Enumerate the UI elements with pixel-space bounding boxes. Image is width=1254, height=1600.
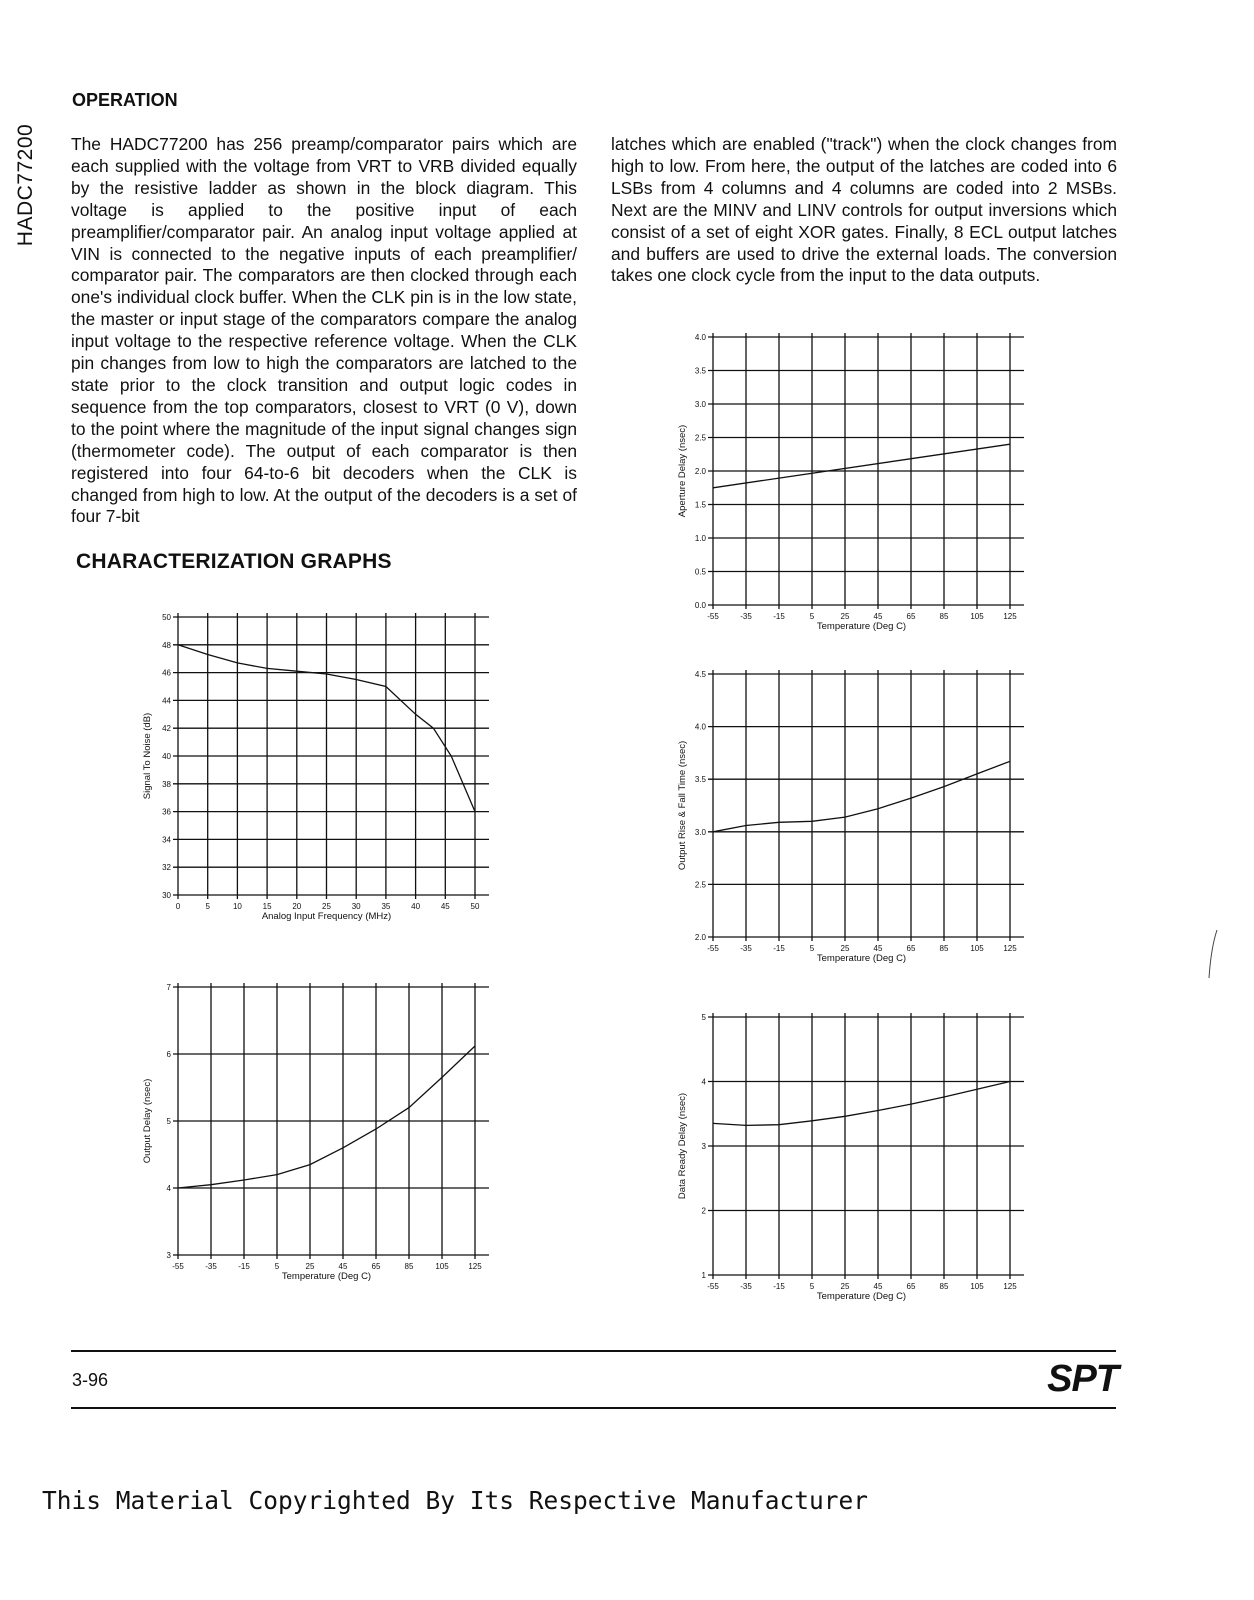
y-tick-label: 3.5 bbox=[694, 366, 706, 376]
y-tick-label: 3.0 bbox=[694, 827, 706, 837]
y-tick-label: 2.0 bbox=[694, 933, 706, 942]
y-tick-label: 4 bbox=[701, 1077, 706, 1087]
x-tick-label: 5 bbox=[809, 612, 815, 621]
x-tick-label: 45 bbox=[873, 612, 883, 621]
x-tick-label: 105 bbox=[970, 944, 984, 953]
x-tick-label: 15 bbox=[262, 902, 272, 911]
x-tick-label: -55 bbox=[707, 1282, 719, 1291]
x-tick-label: 45 bbox=[338, 1262, 348, 1271]
body-text-left: The HADC77200 has 256 preamp/comparator pairs which are each supplied with the voltage from VRT to VRB divided equally by the resistive ladder as shown in the block diagram. This voltage is applied to the positive input of each preamplifier/comparator pair. An analog input voltage applied at VIN is connected to the negative inputs of each preamplifier/ comparator pair. The comparators are then clocked through each one's individual clock buffer. When the CLK pin is in the low state, the master or input stage of the comparators compare the analog input voltage to the respective reference voltage. When the CLK pin changes from low to high the comparators are latched to the state prior to the clock transition and output logic codes in sequence from the top comparators, closest to VRT (0 V), down to the point where the magnitude of the input signal changes sign (thermometer code). The output of each comparator is then registered into four 64-to-6 bit decoders when the CLK is changed from high to low. At the output of the decoders is a set of four 7-bit bbox=[71, 134, 577, 527]
data-curve bbox=[713, 444, 1010, 488]
x-tick-label: 25 bbox=[305, 1262, 315, 1271]
x-tick-label: -15 bbox=[773, 1282, 785, 1291]
y-tick-label: 1.5 bbox=[694, 500, 706, 510]
y-tick-label: 0.5 bbox=[694, 567, 706, 577]
x-axis-label: Temperature (Deg C) bbox=[816, 953, 907, 964]
x-tick-label: 25 bbox=[840, 612, 850, 621]
x-axis-label: Temperature (Deg C) bbox=[816, 621, 907, 632]
x-tick-label: 5 bbox=[809, 944, 815, 953]
y-tick-label: 34 bbox=[162, 835, 171, 845]
y-tick-label: 4.0 bbox=[694, 722, 706, 732]
output-delay-chart bbox=[130, 975, 500, 1295]
x-tick-label: -35 bbox=[740, 1282, 752, 1291]
x-tick-label: -35 bbox=[740, 944, 752, 953]
y-tick-label: 2.0 bbox=[694, 467, 706, 476]
x-axis-label: Temperature (Deg C) bbox=[816, 1291, 907, 1302]
y-tick-label: 7 bbox=[166, 983, 171, 992]
y-tick-label: 40 bbox=[162, 752, 171, 761]
x-tick-label: 30 bbox=[351, 902, 361, 911]
x-tick-label: 85 bbox=[404, 1262, 414, 1271]
spt-logo: SPT bbox=[1047, 1358, 1118, 1400]
x-tick-label: 105 bbox=[970, 612, 984, 621]
y-tick-label: 5 bbox=[701, 1013, 706, 1022]
x-tick-label: 5 bbox=[205, 902, 210, 911]
y-tick-label: 4.0 bbox=[694, 333, 706, 342]
y-tick-label: 5 bbox=[166, 1117, 171, 1126]
data-curve bbox=[713, 1082, 1010, 1126]
y-tick-label: 0.0 bbox=[694, 601, 706, 610]
x-tick-label: -15 bbox=[773, 612, 785, 621]
y-tick-label: 3 bbox=[166, 1251, 171, 1260]
x-tick-label: 65 bbox=[906, 612, 916, 621]
data-curve bbox=[178, 1046, 475, 1188]
y-tick-label: 2.5 bbox=[694, 433, 706, 443]
side-tab-label: HADC77200 bbox=[14, 123, 37, 247]
y-tick-label: 50 bbox=[162, 613, 171, 622]
x-tick-label: -15 bbox=[773, 944, 785, 953]
x-tick-label: 45 bbox=[440, 902, 450, 911]
side-tab bbox=[8, 120, 44, 250]
x-tick-label: 125 bbox=[1003, 944, 1017, 953]
y-axis-label: Output Delay (nsec) bbox=[142, 1078, 153, 1164]
y-tick-label: 42 bbox=[162, 724, 171, 734]
x-tick-label: -55 bbox=[172, 1262, 184, 1271]
x-tick-label: 45 bbox=[873, 1282, 883, 1291]
data-ready-delay-chart bbox=[665, 1005, 1035, 1315]
y-tick-label: 6 bbox=[166, 1050, 171, 1059]
x-tick-label: 105 bbox=[435, 1262, 449, 1271]
copyright-note: This Material Copyrighted By Its Respective Manufacturer bbox=[42, 1486, 869, 1515]
y-tick-label: 1.0 bbox=[694, 534, 706, 543]
y-tick-label: 4 bbox=[166, 1184, 171, 1193]
y-tick-label: 46 bbox=[162, 668, 171, 678]
y-tick-label: 3.0 bbox=[694, 400, 706, 409]
x-tick-label: 5 bbox=[809, 1282, 815, 1291]
x-tick-label: 125 bbox=[468, 1262, 482, 1271]
x-tick-label: 40 bbox=[411, 902, 421, 911]
section-heading: OPERATION bbox=[72, 90, 178, 110]
x-tick-label: 20 bbox=[292, 902, 302, 911]
y-axis-label: Output Rise & Fall Time (nsec) bbox=[677, 740, 688, 871]
body-text-right: latches which are enabled ("track") when the clock changes from high to low. From here, the output of the latches are coded into 6 LSBs from 4 columns and 4 columns are coded into 2 MSBs. Next are the MINV and LINV controls for output inversions which consist of a set of eight XOR gates. Finally, 8 ECL output latches and buffers are used to drive the external loads. The conversion takes one clock cycle from the input to the data outputs. bbox=[611, 134, 1117, 286]
y-tick-label: 3.5 bbox=[694, 775, 706, 785]
x-tick-label: 85 bbox=[939, 944, 949, 953]
footer-top-rule bbox=[71, 1350, 1116, 1352]
y-axis-label: Signal To Noise (dB) bbox=[142, 712, 153, 800]
x-tick-label: 45 bbox=[873, 944, 883, 953]
snr-vs-frequency-chart bbox=[130, 605, 500, 935]
y-axis-label: Aperture Delay (nsec) bbox=[677, 424, 688, 518]
y-tick-label: 2.5 bbox=[694, 880, 706, 890]
x-tick-label: 25 bbox=[840, 944, 850, 953]
x-tick-label: -15 bbox=[238, 1262, 250, 1271]
x-tick-label: 125 bbox=[1003, 612, 1017, 621]
x-tick-label: 50 bbox=[470, 902, 480, 911]
x-tick-label: 0 bbox=[175, 902, 181, 911]
x-tick-label: 25 bbox=[840, 1282, 850, 1291]
y-tick-label: 2 bbox=[701, 1206, 706, 1216]
page-number: 3-96 bbox=[72, 1370, 109, 1390]
y-tick-label: 3 bbox=[701, 1142, 706, 1151]
y-tick-label: 1 bbox=[701, 1271, 706, 1280]
y-axis-label: Data Ready Delay (nsec) bbox=[677, 1092, 688, 1200]
y-tick-label: 48 bbox=[162, 640, 171, 650]
x-tick-label: 85 bbox=[939, 1282, 949, 1291]
x-tick-label: -55 bbox=[707, 612, 719, 621]
x-tick-label: 35 bbox=[381, 902, 391, 911]
x-tick-label: -35 bbox=[740, 612, 752, 621]
y-tick-label: 38 bbox=[162, 779, 171, 789]
x-tick-label: 125 bbox=[1003, 1282, 1017, 1291]
x-tick-label: 65 bbox=[906, 1282, 916, 1291]
x-tick-label: 105 bbox=[970, 1282, 984, 1291]
x-tick-label: -35 bbox=[205, 1262, 217, 1271]
y-tick-label: 36 bbox=[162, 807, 171, 817]
x-tick-label: 25 bbox=[322, 902, 331, 911]
y-tick-label: 4.5 bbox=[694, 670, 706, 679]
x-tick-label: 5 bbox=[274, 1262, 280, 1271]
graphs-heading: CHARACTERIZATION GRAPHS bbox=[76, 550, 392, 573]
data-curve bbox=[713, 761, 1010, 832]
footer-bottom-rule bbox=[71, 1407, 1116, 1409]
y-tick-label: 44 bbox=[162, 696, 171, 706]
y-tick-label: 30 bbox=[162, 891, 171, 900]
x-axis-label: Analog Input Frequency (MHz) bbox=[261, 911, 392, 922]
scan-mark bbox=[1205, 928, 1221, 980]
x-tick-label: 10 bbox=[232, 902, 242, 911]
y-tick-label: 32 bbox=[162, 863, 171, 873]
x-axis-label: Temperature (Deg C) bbox=[281, 1271, 372, 1282]
x-tick-label: 85 bbox=[939, 612, 949, 621]
aperture-delay-chart bbox=[665, 325, 1035, 645]
rise-fall-time-chart bbox=[665, 662, 1035, 977]
x-tick-label: 65 bbox=[371, 1262, 381, 1271]
x-tick-label: 65 bbox=[906, 944, 916, 953]
x-tick-label: -55 bbox=[707, 944, 719, 953]
